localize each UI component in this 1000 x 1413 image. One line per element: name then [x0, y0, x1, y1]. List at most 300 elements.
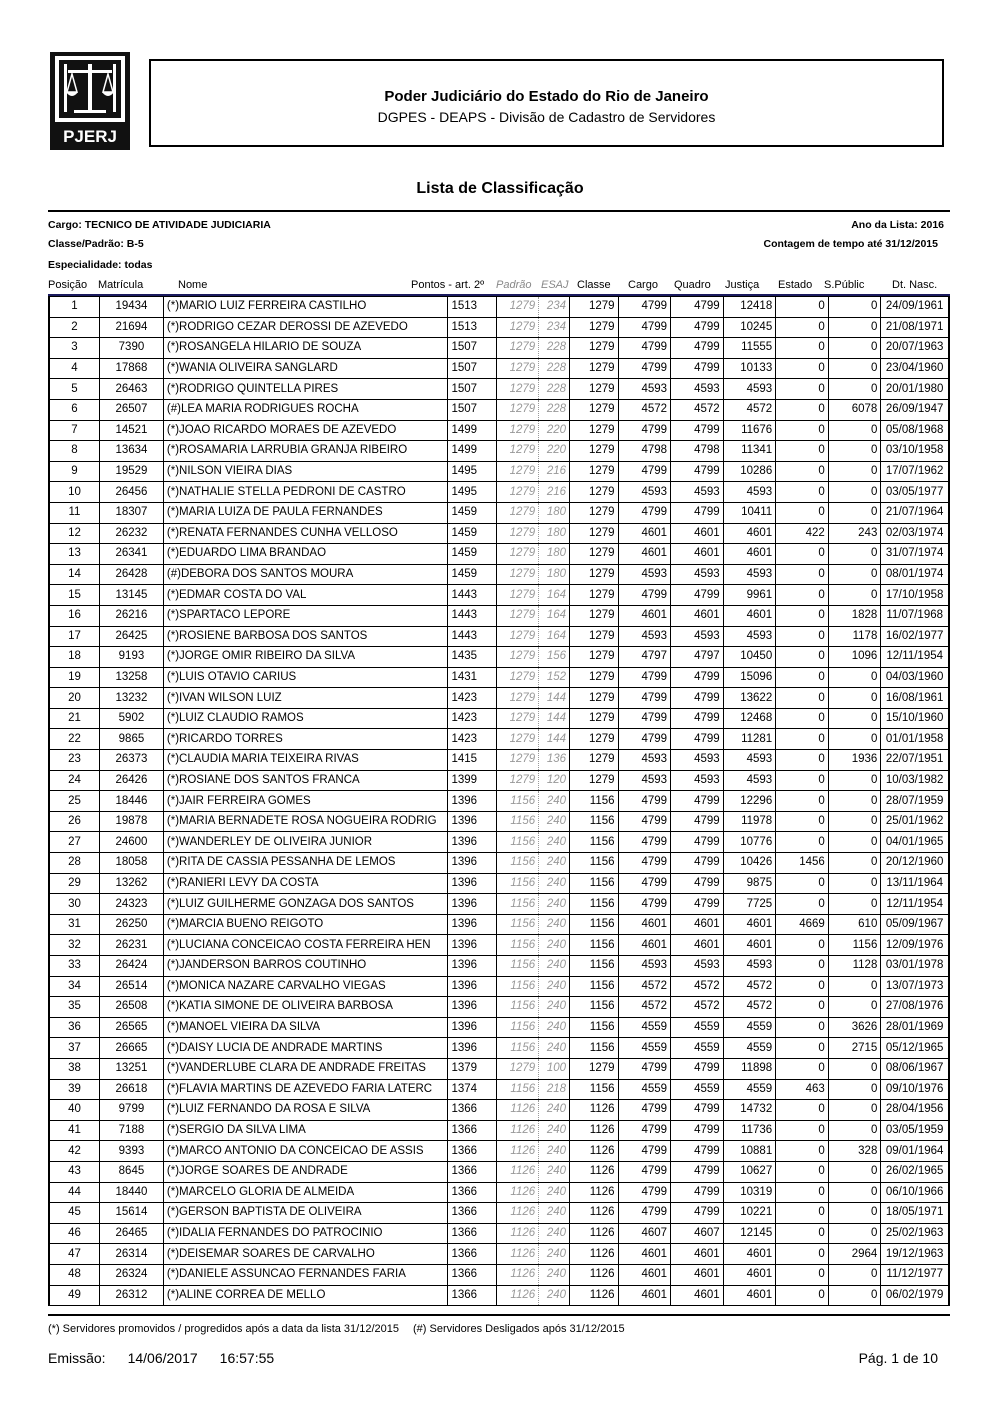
cell-nome: (*)NATHALIE STELLA PEDRONI DE CASTRO [163, 482, 448, 503]
cell-spublic: 0 [828, 1264, 881, 1285]
footer-divider [48, 1314, 950, 1316]
cell-esaj: 144 [539, 708, 570, 729]
cargo-label: Cargo: TECNICO DE ATIVIDADE JUDICIARIA [48, 219, 271, 231]
cell-cargo: 4572 [618, 976, 671, 997]
cell-spublic: 1936 [828, 750, 881, 771]
cell-cargo: 4799 [618, 708, 671, 729]
cell-padrao: 1279 [496, 297, 538, 318]
cell-classe: 1126 [570, 1244, 618, 1265]
cell-nome: (*)RENATA FERNANDES CUNHA VELLOSO [163, 523, 448, 544]
cell-spublic: 0 [828, 894, 881, 915]
cell-esaj: 234 [539, 317, 570, 338]
cell-matricula: 18446 [100, 791, 164, 812]
cell-padrao: 1279 [496, 729, 538, 750]
cell-pontos: 1366 [448, 1244, 496, 1265]
col-posicao: Posição [48, 279, 88, 291]
cell-nome: (*)EDUARDO LIMA BRANDAO [163, 544, 448, 565]
cell-estado: 4669 [776, 914, 829, 935]
cell-classe: 1126 [570, 1141, 618, 1162]
cell-pontos: 1396 [448, 832, 496, 853]
cell-classe: 1279 [570, 605, 618, 626]
cell-posicao: 29 [49, 873, 100, 894]
col-matricula: Matrícula [98, 279, 144, 291]
cell-nome: (*)JAIR FERREIRA GOMES [163, 791, 448, 812]
cell-esaj: 240 [539, 1223, 570, 1244]
cell-estado: 0 [776, 317, 829, 338]
cell-dtnasc: 28/04/1956 [881, 1100, 949, 1121]
cell-classe: 1279 [570, 502, 618, 523]
cell-esaj: 240 [539, 935, 570, 956]
cell-padrao: 1156 [496, 997, 538, 1018]
cell-esaj: 240 [539, 1203, 570, 1224]
cell-classe: 1279 [570, 441, 618, 462]
cell-esaj: 218 [539, 1079, 570, 1100]
cell-esaj: 240 [539, 1100, 570, 1121]
cell-quadro: 4799 [671, 1203, 724, 1224]
cell-classe: 1279 [570, 420, 618, 441]
cell-estado: 0 [776, 811, 829, 832]
cell-padrao: 1279 [496, 502, 538, 523]
cell-cargo: 4601 [618, 914, 671, 935]
cell-dtnasc: 16/08/1961 [881, 688, 949, 709]
cell-nome: (*)JORGE OMIR RIBEIRO DA SILVA [163, 647, 448, 668]
cell-matricula: 26373 [100, 750, 164, 771]
cell-spublic: 0 [828, 1100, 881, 1121]
cell-posicao: 17 [49, 626, 100, 647]
cell-justica: 7725 [723, 894, 776, 915]
cell-spublic: 0 [828, 791, 881, 812]
table-row [49, 1203, 949, 1224]
cell-cargo: 4799 [618, 1058, 671, 1079]
col-spublic: S.Públic [824, 279, 865, 291]
table-row [49, 750, 949, 771]
cell-justica: 10450 [723, 647, 776, 668]
cell-estado: 0 [776, 770, 829, 791]
cell-dtnasc: 03/05/1977 [881, 482, 949, 503]
cell-nome: (*)ROSANGELA HILARIO DE SOUZA [163, 338, 448, 359]
cell-pontos: 1366 [448, 1100, 496, 1121]
cell-spublic: 0 [828, 1223, 881, 1244]
table-row [49, 873, 949, 894]
cell-spublic: 0 [828, 585, 881, 606]
cell-pontos: 1396 [448, 997, 496, 1018]
cell-nome: (#)DEBORA DOS SANTOS MOURA [163, 564, 448, 585]
cell-quadro: 4799 [671, 894, 724, 915]
cell-esaj: 180 [539, 523, 570, 544]
cell-posicao: 22 [49, 729, 100, 750]
cell-classe: 1156 [570, 914, 618, 935]
cell-esaj: 240 [539, 997, 570, 1018]
cell-spublic: 0 [828, 976, 881, 997]
cell-posicao: 43 [49, 1161, 100, 1182]
cell-padrao: 1126 [496, 1120, 538, 1141]
cell-dtnasc: 11/07/1968 [881, 605, 949, 626]
cell-cargo: 4559 [618, 1079, 671, 1100]
cell-nome: (*)SPARTACO LEPORE [163, 605, 448, 626]
cell-spublic: 1128 [828, 956, 881, 977]
table-row [49, 1141, 949, 1162]
cell-dtnasc: 20/01/1980 [881, 379, 949, 400]
cell-cargo: 4559 [618, 1017, 671, 1038]
cell-dtnasc: 27/08/1976 [881, 997, 949, 1018]
cell-padrao: 1279 [496, 647, 538, 668]
cell-dtnasc: 24/09/1961 [881, 297, 949, 318]
cell-quadro: 4601 [671, 523, 724, 544]
cell-quadro: 4799 [671, 585, 724, 606]
cell-padrao: 1156 [496, 1079, 538, 1100]
cell-nome: (*)RANIERI LEVY DA COSTA [163, 873, 448, 894]
cell-quadro: 4799 [671, 1182, 724, 1203]
cell-classe: 1279 [570, 647, 618, 668]
cell-nome: (*)MARCELO GLORIA DE ALMEIDA [163, 1182, 448, 1203]
cell-spublic: 2964 [828, 1244, 881, 1265]
cell-justica: 4572 [723, 399, 776, 420]
cell-justica: 4601 [723, 1264, 776, 1285]
cell-classe: 1156 [570, 811, 618, 832]
cell-matricula: 13258 [100, 667, 164, 688]
table-row [49, 976, 949, 997]
cell-posicao: 21 [49, 708, 100, 729]
cell-nome: (*)CLAUDIA MARIA TEIXEIRA RIVAS [163, 750, 448, 771]
cell-matricula: 15614 [100, 1203, 164, 1224]
cell-pontos: 1415 [448, 750, 496, 771]
cell-quadro: 4799 [671, 1058, 724, 1079]
cell-padrao: 1126 [496, 1244, 538, 1265]
cell-estado: 0 [776, 1285, 829, 1306]
cell-justica: 4559 [723, 1079, 776, 1100]
cell-estado: 0 [776, 1100, 829, 1121]
cell-padrao: 1126 [496, 1100, 538, 1121]
cell-nome: (*)RITA DE CASSIA PESSANHA DE LEMOS [163, 853, 448, 874]
table-row [49, 894, 949, 915]
cell-matricula: 26514 [100, 976, 164, 997]
cell-matricula: 26314 [100, 1244, 164, 1265]
cell-quadro: 4799 [671, 688, 724, 709]
cell-matricula: 26424 [100, 956, 164, 977]
cell-matricula: 26463 [100, 379, 164, 400]
cell-quadro: 4799 [671, 1100, 724, 1121]
cell-padrao: 1279 [496, 750, 538, 771]
cell-dtnasc: 23/04/1960 [881, 358, 949, 379]
cell-cargo: 4799 [618, 894, 671, 915]
cell-justica: 12296 [723, 791, 776, 812]
cell-spublic: 0 [828, 1161, 881, 1182]
cell-posicao: 24 [49, 770, 100, 791]
cell-cargo: 4799 [618, 811, 671, 832]
cell-classe: 1126 [570, 1285, 618, 1306]
cell-esaj: 240 [539, 1120, 570, 1141]
cell-estado: 0 [776, 1264, 829, 1285]
table-row [49, 1017, 949, 1038]
cell-posicao: 32 [49, 935, 100, 956]
list-title: Lista de Classificação [416, 180, 584, 197]
cell-padrao: 1279 [496, 585, 538, 606]
cell-nome: (*)ROSAMARIA LARRUBIA GRANJA RIBEIRO [163, 441, 448, 462]
cell-posicao: 3 [49, 338, 100, 359]
cell-quadro: 4799 [671, 832, 724, 853]
cell-pontos: 1443 [448, 626, 496, 647]
cell-justica: 4572 [723, 997, 776, 1018]
cell-estado: 0 [776, 976, 829, 997]
cell-cargo: 4601 [618, 935, 671, 956]
cell-matricula: 8645 [100, 1161, 164, 1182]
cell-classe: 1156 [570, 935, 618, 956]
cell-cargo: 4593 [618, 564, 671, 585]
cell-dtnasc: 25/02/1963 [881, 1223, 949, 1244]
cell-pontos: 1366 [448, 1120, 496, 1141]
cell-classe: 1279 [570, 461, 618, 482]
cell-spublic: 0 [828, 544, 881, 565]
cell-cargo: 4799 [618, 729, 671, 750]
cell-pontos: 1396 [448, 1017, 496, 1038]
cell-pontos: 1499 [448, 441, 496, 462]
cell-pontos: 1366 [448, 1223, 496, 1244]
cell-matricula: 7188 [100, 1120, 164, 1141]
cell-pontos: 1366 [448, 1141, 496, 1162]
cell-quadro: 4572 [671, 997, 724, 1018]
ano-lista-label: Ano da Lista: 2016 [851, 219, 944, 231]
cell-nome: (*)JANDERSON BARROS COUTINHO [163, 956, 448, 977]
table-row [49, 605, 949, 626]
title-divider [48, 210, 950, 212]
cell-esaj: 228 [539, 379, 570, 400]
cell-estado: 0 [776, 688, 829, 709]
cell-justica: 10411 [723, 502, 776, 523]
cell-cargo: 4799 [618, 297, 671, 318]
cell-nome: (*)DANIELE ASSUNCAO FERNANDES FARIA [163, 1264, 448, 1285]
cell-classe: 1156 [570, 976, 618, 997]
cell-posicao: 4 [49, 358, 100, 379]
table-row [49, 482, 949, 503]
cell-pontos: 1366 [448, 1182, 496, 1203]
cell-matricula: 26507 [100, 399, 164, 420]
cell-spublic: 0 [828, 708, 881, 729]
cell-justica: 12418 [723, 297, 776, 318]
table-row [49, 461, 949, 482]
cell-dtnasc: 20/12/1960 [881, 853, 949, 874]
cell-spublic: 0 [828, 1182, 881, 1203]
cell-pontos: 1507 [448, 379, 496, 400]
cell-esaj: 164 [539, 626, 570, 647]
especialidade-label: Especialidade: todas [48, 259, 153, 271]
contagem-label: Contagem de tempo até 31/12/2015 [763, 238, 938, 250]
table-row [49, 708, 949, 729]
table-row [49, 647, 949, 668]
cell-quadro: 4559 [671, 1038, 724, 1059]
cell-esaj: 240 [539, 1244, 570, 1265]
cell-pontos: 1443 [448, 605, 496, 626]
cell-dtnasc: 13/11/1964 [881, 873, 949, 894]
cell-classe: 1279 [570, 626, 618, 647]
cell-cargo: 4799 [618, 358, 671, 379]
col-estado: Estado [778, 279, 813, 291]
cell-esaj: 240 [539, 1264, 570, 1285]
cell-spublic: 0 [828, 1203, 881, 1224]
cell-quadro: 4593 [671, 750, 724, 771]
table-row [49, 523, 949, 544]
cell-spublic: 2715 [828, 1038, 881, 1059]
cell-esaj: 100 [539, 1058, 570, 1079]
cell-posicao: 49 [49, 1285, 100, 1306]
cell-posicao: 2 [49, 317, 100, 338]
cell-dtnasc: 17/07/1962 [881, 461, 949, 482]
cell-padrao: 1279 [496, 461, 538, 482]
cell-nome: (*)EDMAR COSTA DO VAL [163, 585, 448, 606]
cell-matricula: 26216 [100, 605, 164, 626]
cell-nome: (*)IVAN WILSON LUIZ [163, 688, 448, 709]
cell-pontos: 1495 [448, 482, 496, 503]
svg-text:PJERJ: PJERJ [63, 127, 117, 146]
col-nome: Nome [178, 279, 208, 291]
cell-classe: 1279 [570, 399, 618, 420]
cell-justica: 4572 [723, 976, 776, 997]
cell-pontos: 1435 [448, 647, 496, 668]
cell-padrao: 1156 [496, 894, 538, 915]
cell-posicao: 46 [49, 1223, 100, 1244]
cell-spublic: 3626 [828, 1017, 881, 1038]
cell-matricula: 19529 [100, 461, 164, 482]
cell-spublic: 0 [828, 379, 881, 400]
cell-posicao: 13 [49, 544, 100, 565]
cell-posicao: 11 [49, 502, 100, 523]
cell-estado: 0 [776, 729, 829, 750]
cell-cargo: 4593 [618, 379, 671, 400]
cell-cargo: 4799 [618, 1161, 671, 1182]
cell-justica: 10881 [723, 1141, 776, 1162]
cell-matricula: 26665 [100, 1038, 164, 1059]
cell-quadro: 4799 [671, 873, 724, 894]
page-number: Pág. 1 de 10 [858, 1350, 938, 1366]
cell-esaj: 240 [539, 853, 570, 874]
cell-spublic: 0 [828, 1285, 881, 1306]
table-row [49, 935, 949, 956]
cell-esaj: 240 [539, 914, 570, 935]
cell-esaj: 240 [539, 1141, 570, 1162]
table-row [49, 585, 949, 606]
cell-nome: (*)LUIZ FERNANDO DA ROSA E SILVA [163, 1100, 448, 1121]
cell-quadro: 4799 [671, 297, 724, 318]
cell-nome: (*)MARIO LUIZ FERREIRA CASTILHO [163, 297, 448, 318]
cell-matricula: 26426 [100, 770, 164, 791]
cell-padrao: 1279 [496, 523, 538, 544]
cell-esaj: 228 [539, 399, 570, 420]
cell-padrao: 1156 [496, 914, 538, 935]
cell-matricula: 26508 [100, 997, 164, 1018]
cell-classe: 1156 [570, 1017, 618, 1038]
cell-posicao: 16 [49, 605, 100, 626]
cell-spublic: 610 [828, 914, 881, 935]
cell-cargo: 4799 [618, 585, 671, 606]
cell-nome: (*)LUIS OTAVIO CARIUS [163, 667, 448, 688]
cell-padrao: 1279 [496, 1058, 538, 1079]
cell-nome: (*)MARCIA BUENO REIGOTO [163, 914, 448, 935]
cell-dtnasc: 12/11/1954 [881, 894, 949, 915]
cell-matricula: 13262 [100, 873, 164, 894]
cell-cargo: 4799 [618, 338, 671, 359]
cell-dtnasc: 28/07/1959 [881, 791, 949, 812]
cell-nome: (*)ROSIANE DOS SANTOS FRANCA [163, 770, 448, 791]
cell-quadro: 4601 [671, 1285, 724, 1306]
cell-dtnasc: 17/10/1958 [881, 585, 949, 606]
cell-quadro: 4593 [671, 379, 724, 400]
cell-spublic: 0 [828, 873, 881, 894]
cell-esaj: 164 [539, 605, 570, 626]
cell-quadro: 4798 [671, 441, 724, 462]
cell-nome: (*)KATIA SIMONE DE OLIVEIRA BARBOSA [163, 997, 448, 1018]
cell-posicao: 18 [49, 647, 100, 668]
cell-nome: (*)LUCIANA CONCEICAO COSTA FERREIRA HEN [163, 935, 448, 956]
cell-pontos: 1459 [448, 523, 496, 544]
cell-quadro: 4799 [671, 358, 724, 379]
table-row [49, 770, 949, 791]
cell-quadro: 4593 [671, 482, 724, 503]
cell-esaj: 216 [539, 482, 570, 503]
cell-dtnasc: 15/10/1960 [881, 708, 949, 729]
cell-classe: 1156 [570, 1079, 618, 1100]
cell-esaj: 240 [539, 1017, 570, 1038]
cell-esaj: 234 [539, 297, 570, 318]
cell-pontos: 1513 [448, 317, 496, 338]
cell-nome: (*)MANOEL VIEIRA DA SILVA [163, 1017, 448, 1038]
cell-justica: 10221 [723, 1203, 776, 1224]
cell-pontos: 1366 [448, 1203, 496, 1224]
cell-estado: 0 [776, 894, 829, 915]
cell-matricula: 17868 [100, 358, 164, 379]
cell-pontos: 1396 [448, 956, 496, 977]
cell-padrao: 1279 [496, 482, 538, 503]
cell-pontos: 1507 [448, 338, 496, 359]
cell-pontos: 1507 [448, 399, 496, 420]
cell-esaj: 180 [539, 544, 570, 565]
cell-classe: 1156 [570, 791, 618, 812]
cell-pontos: 1423 [448, 729, 496, 750]
cell-posicao: 27 [49, 832, 100, 853]
cell-posicao: 1 [49, 297, 100, 318]
cell-dtnasc: 19/12/1963 [881, 1244, 949, 1265]
emission-label: Emissão: [48, 1350, 106, 1366]
cell-spublic: 0 [828, 338, 881, 359]
cell-cargo: 4593 [618, 770, 671, 791]
cell-spublic: 0 [828, 729, 881, 750]
classe-padrao-label: Classe/Padrão: B-5 [48, 238, 144, 250]
cell-dtnasc: 05/09/1967 [881, 914, 949, 935]
cell-spublic: 0 [828, 482, 881, 503]
table-row [49, 399, 949, 420]
cell-dtnasc: 16/02/1977 [881, 626, 949, 647]
cell-justica: 4601 [723, 1244, 776, 1265]
cell-estado: 0 [776, 338, 829, 359]
cell-padrao: 1156 [496, 956, 538, 977]
table-row [49, 564, 949, 585]
cell-nome: (*)JORGE SOARES DE ANDRADE [163, 1161, 448, 1182]
cell-esaj: 240 [539, 956, 570, 977]
cell-matricula: 14521 [100, 420, 164, 441]
table-row [49, 1079, 949, 1100]
cell-spublic: 0 [828, 564, 881, 585]
cell-classe: 1156 [570, 873, 618, 894]
cell-posicao: 39 [49, 1079, 100, 1100]
cell-matricula: 26341 [100, 544, 164, 565]
cell-estado: 0 [776, 605, 829, 626]
cell-classe: 1279 [570, 338, 618, 359]
cell-justica: 11341 [723, 441, 776, 462]
cell-posicao: 30 [49, 894, 100, 915]
cell-justica: 10319 [723, 1182, 776, 1203]
cell-cargo: 4799 [618, 791, 671, 812]
cell-padrao: 1156 [496, 873, 538, 894]
cell-pontos: 1396 [448, 873, 496, 894]
cell-cargo: 4799 [618, 688, 671, 709]
